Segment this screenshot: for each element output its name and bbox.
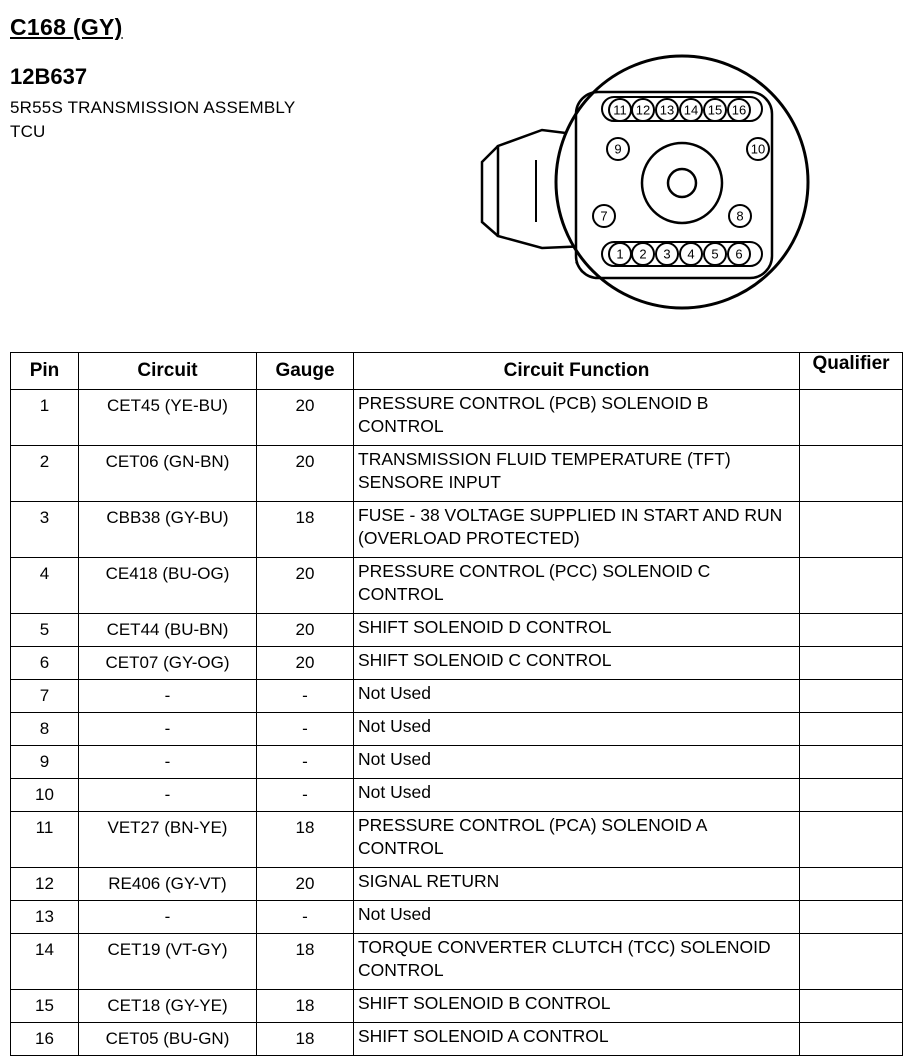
circuit-function-cell: PRESSURE CONTROL (PCA) SOLENOID A CONTROL	[354, 812, 800, 868]
gauge-cell: 20	[257, 868, 354, 901]
qualifier-cell	[800, 502, 903, 558]
pin-cell: 6	[11, 647, 79, 680]
table-row	[11, 868, 903, 901]
gauge-cell: 18	[257, 934, 354, 990]
gauge-cell: 20	[257, 558, 354, 614]
pin-cell: 16	[11, 1023, 79, 1056]
pin-number-label: 4	[687, 246, 695, 262]
qualifier-cell	[800, 558, 903, 614]
gauge-cell: 20	[257, 390, 354, 446]
qualifier-cell	[800, 901, 903, 934]
gauge-cell: -	[257, 713, 354, 746]
pin-cell: 10	[11, 779, 79, 812]
table-row	[11, 812, 903, 868]
pin-number-label: 14	[683, 102, 699, 118]
pin-number-label: 2	[639, 246, 647, 262]
table-header-row	[11, 353, 903, 390]
assembly-name: 5R55S TRANSMISSION ASSEMBLY	[10, 98, 296, 117]
gauge-cell: 20	[257, 647, 354, 680]
circuit-function-cell: SHIFT SOLENOID C CONTROL	[354, 647, 800, 680]
connector-code: C168 (GY)	[10, 14, 123, 40]
circuit-cell: CET19 (VT-GY)	[79, 934, 257, 990]
pin-number-label: 10	[750, 141, 766, 157]
qualifier-cell	[800, 812, 903, 868]
pin-number-label: 11	[613, 102, 627, 118]
qualifier-cell	[800, 680, 903, 713]
pin-cell: 14	[11, 934, 79, 990]
table-row	[11, 1023, 903, 1056]
pin-number-label: 12	[635, 102, 651, 118]
pin-number-label: 6	[735, 246, 743, 262]
qualifier-cell	[800, 934, 903, 990]
part-number: 12B637	[10, 64, 88, 89]
circuit-cell: -	[79, 680, 257, 713]
pin-cell: 1	[11, 390, 79, 446]
circuit-cell: VET27 (BN-YE)	[79, 812, 257, 868]
table-row	[11, 502, 903, 558]
pin-cell: 7	[11, 680, 79, 713]
pin-cell: 13	[11, 901, 79, 934]
qualifier-cell	[800, 1023, 903, 1056]
pin-cell: 4	[11, 558, 79, 614]
table-row	[11, 390, 903, 446]
connector-face-diagram	[470, 50, 820, 350]
table-row	[11, 779, 903, 812]
gauge-cell: 18	[257, 812, 354, 868]
gauge-cell: -	[257, 901, 354, 934]
circuit-function-cell: Not Used	[354, 713, 800, 746]
circuit-cell: -	[79, 779, 257, 812]
table-row	[11, 746, 903, 779]
gauge-cell: -	[257, 680, 354, 713]
gauge-cell: 18	[257, 1023, 354, 1056]
qualifier-cell	[800, 868, 903, 901]
pinout-table	[10, 352, 903, 1056]
pin-number-label: 9	[614, 141, 622, 157]
circuit-function-cell: SHIFT SOLENOID D CONTROL	[354, 614, 800, 647]
table-row	[11, 680, 903, 713]
circuit-cell: -	[79, 901, 257, 934]
pin-number-label: 7	[600, 208, 608, 224]
pin-cell: 9	[11, 746, 79, 779]
circuit-function-cell: TORQUE CONVERTER CLUTCH (TCC) SOLENOID CONTROL	[354, 934, 800, 990]
qualifier-cell	[800, 614, 903, 647]
pin-number-label: 1	[616, 246, 624, 262]
pin-number-label: 16	[731, 102, 747, 118]
table-row	[11, 614, 903, 647]
gauge-cell: 18	[257, 502, 354, 558]
circuit-function-cell: SHIFT SOLENOID A CONTROL	[354, 1023, 800, 1056]
table-row	[11, 446, 903, 502]
header-qualifier: Qualifier	[800, 353, 903, 390]
table-row	[11, 901, 903, 934]
circuit-cell: RE406 (GY-VT)	[79, 868, 257, 901]
table-row	[11, 934, 903, 990]
header-pin: Pin	[11, 353, 79, 390]
circuit-cell: CET45 (YE-BU)	[79, 390, 257, 446]
circuit-function-cell: FUSE - 38 VOLTAGE SUPPLIED IN START AND RUN (OVERLOAD PROTECTED)	[354, 502, 800, 558]
qualifier-cell	[800, 713, 903, 746]
gauge-cell: 18	[257, 990, 354, 1023]
qualifier-cell	[800, 647, 903, 680]
pin-cell: 3	[11, 502, 79, 558]
circuit-cell: CET07 (GY-OG)	[79, 647, 257, 680]
pin-cell: 2	[11, 446, 79, 502]
circuit-cell: CET05 (BU-GN)	[79, 1023, 257, 1056]
pin-number-label: 5	[711, 246, 719, 262]
header-gauge: Gauge	[257, 353, 354, 390]
table-row	[11, 647, 903, 680]
pin-cell: 5	[11, 614, 79, 647]
qualifier-cell	[800, 746, 903, 779]
circuit-function-cell: Not Used	[354, 746, 800, 779]
pin-cell: 15	[11, 990, 79, 1023]
pin-number-label: 8	[736, 208, 744, 224]
header-circuit-function: Circuit Function	[354, 353, 800, 390]
circuit-function-cell: SHIFT SOLENOID B CONTROL	[354, 990, 800, 1023]
circuit-cell: CET18 (GY-YE)	[79, 990, 257, 1023]
qualifier-cell	[800, 779, 903, 812]
circuit-function-cell: PRESSURE CONTROL (PCB) SOLENOID B CONTROL	[354, 390, 800, 446]
circuit-function-cell: SIGNAL RETURN	[354, 868, 800, 901]
circuit-cell: CET44 (BU-BN)	[79, 614, 257, 647]
gauge-cell: -	[257, 746, 354, 779]
pin-cell: 8	[11, 713, 79, 746]
gauge-cell: -	[257, 779, 354, 812]
circuit-function-cell: Not Used	[354, 680, 800, 713]
circuit-cell: CE418 (BU-OG)	[79, 558, 257, 614]
pin-cell: 11	[11, 812, 79, 868]
qualifier-cell	[800, 390, 903, 446]
table-row	[11, 713, 903, 746]
circuit-cell: CET06 (GN-BN)	[79, 446, 257, 502]
pin-cell: 12	[11, 868, 79, 901]
module-name: TCU	[10, 122, 46, 141]
gauge-cell: 20	[257, 614, 354, 647]
connector-outer-ring	[556, 56, 808, 308]
pin-number-label: 13	[659, 102, 675, 118]
circuit-cell: CBB38 (GY-BU)	[79, 502, 257, 558]
circuit-function-cell: Not Used	[354, 901, 800, 934]
circuit-function-cell: PRESSURE CONTROL (PCC) SOLENOID C CONTROL	[354, 558, 800, 614]
qualifier-cell	[800, 446, 903, 502]
pin-number-label: 15	[707, 102, 723, 118]
table-row	[11, 558, 903, 614]
circuit-function-cell: TRANSMISSION FLUID TEMPERATURE (TFT) SENSORE INPUT	[354, 446, 800, 502]
gauge-cell: 20	[257, 446, 354, 502]
qualifier-cell	[800, 990, 903, 1023]
circuit-cell: -	[79, 746, 257, 779]
pin-number-label: 3	[663, 246, 671, 262]
table-row	[11, 990, 903, 1023]
circuit-function-cell: Not Used	[354, 779, 800, 812]
circuit-cell: -	[79, 713, 257, 746]
header-circuit: Circuit	[79, 353, 257, 390]
